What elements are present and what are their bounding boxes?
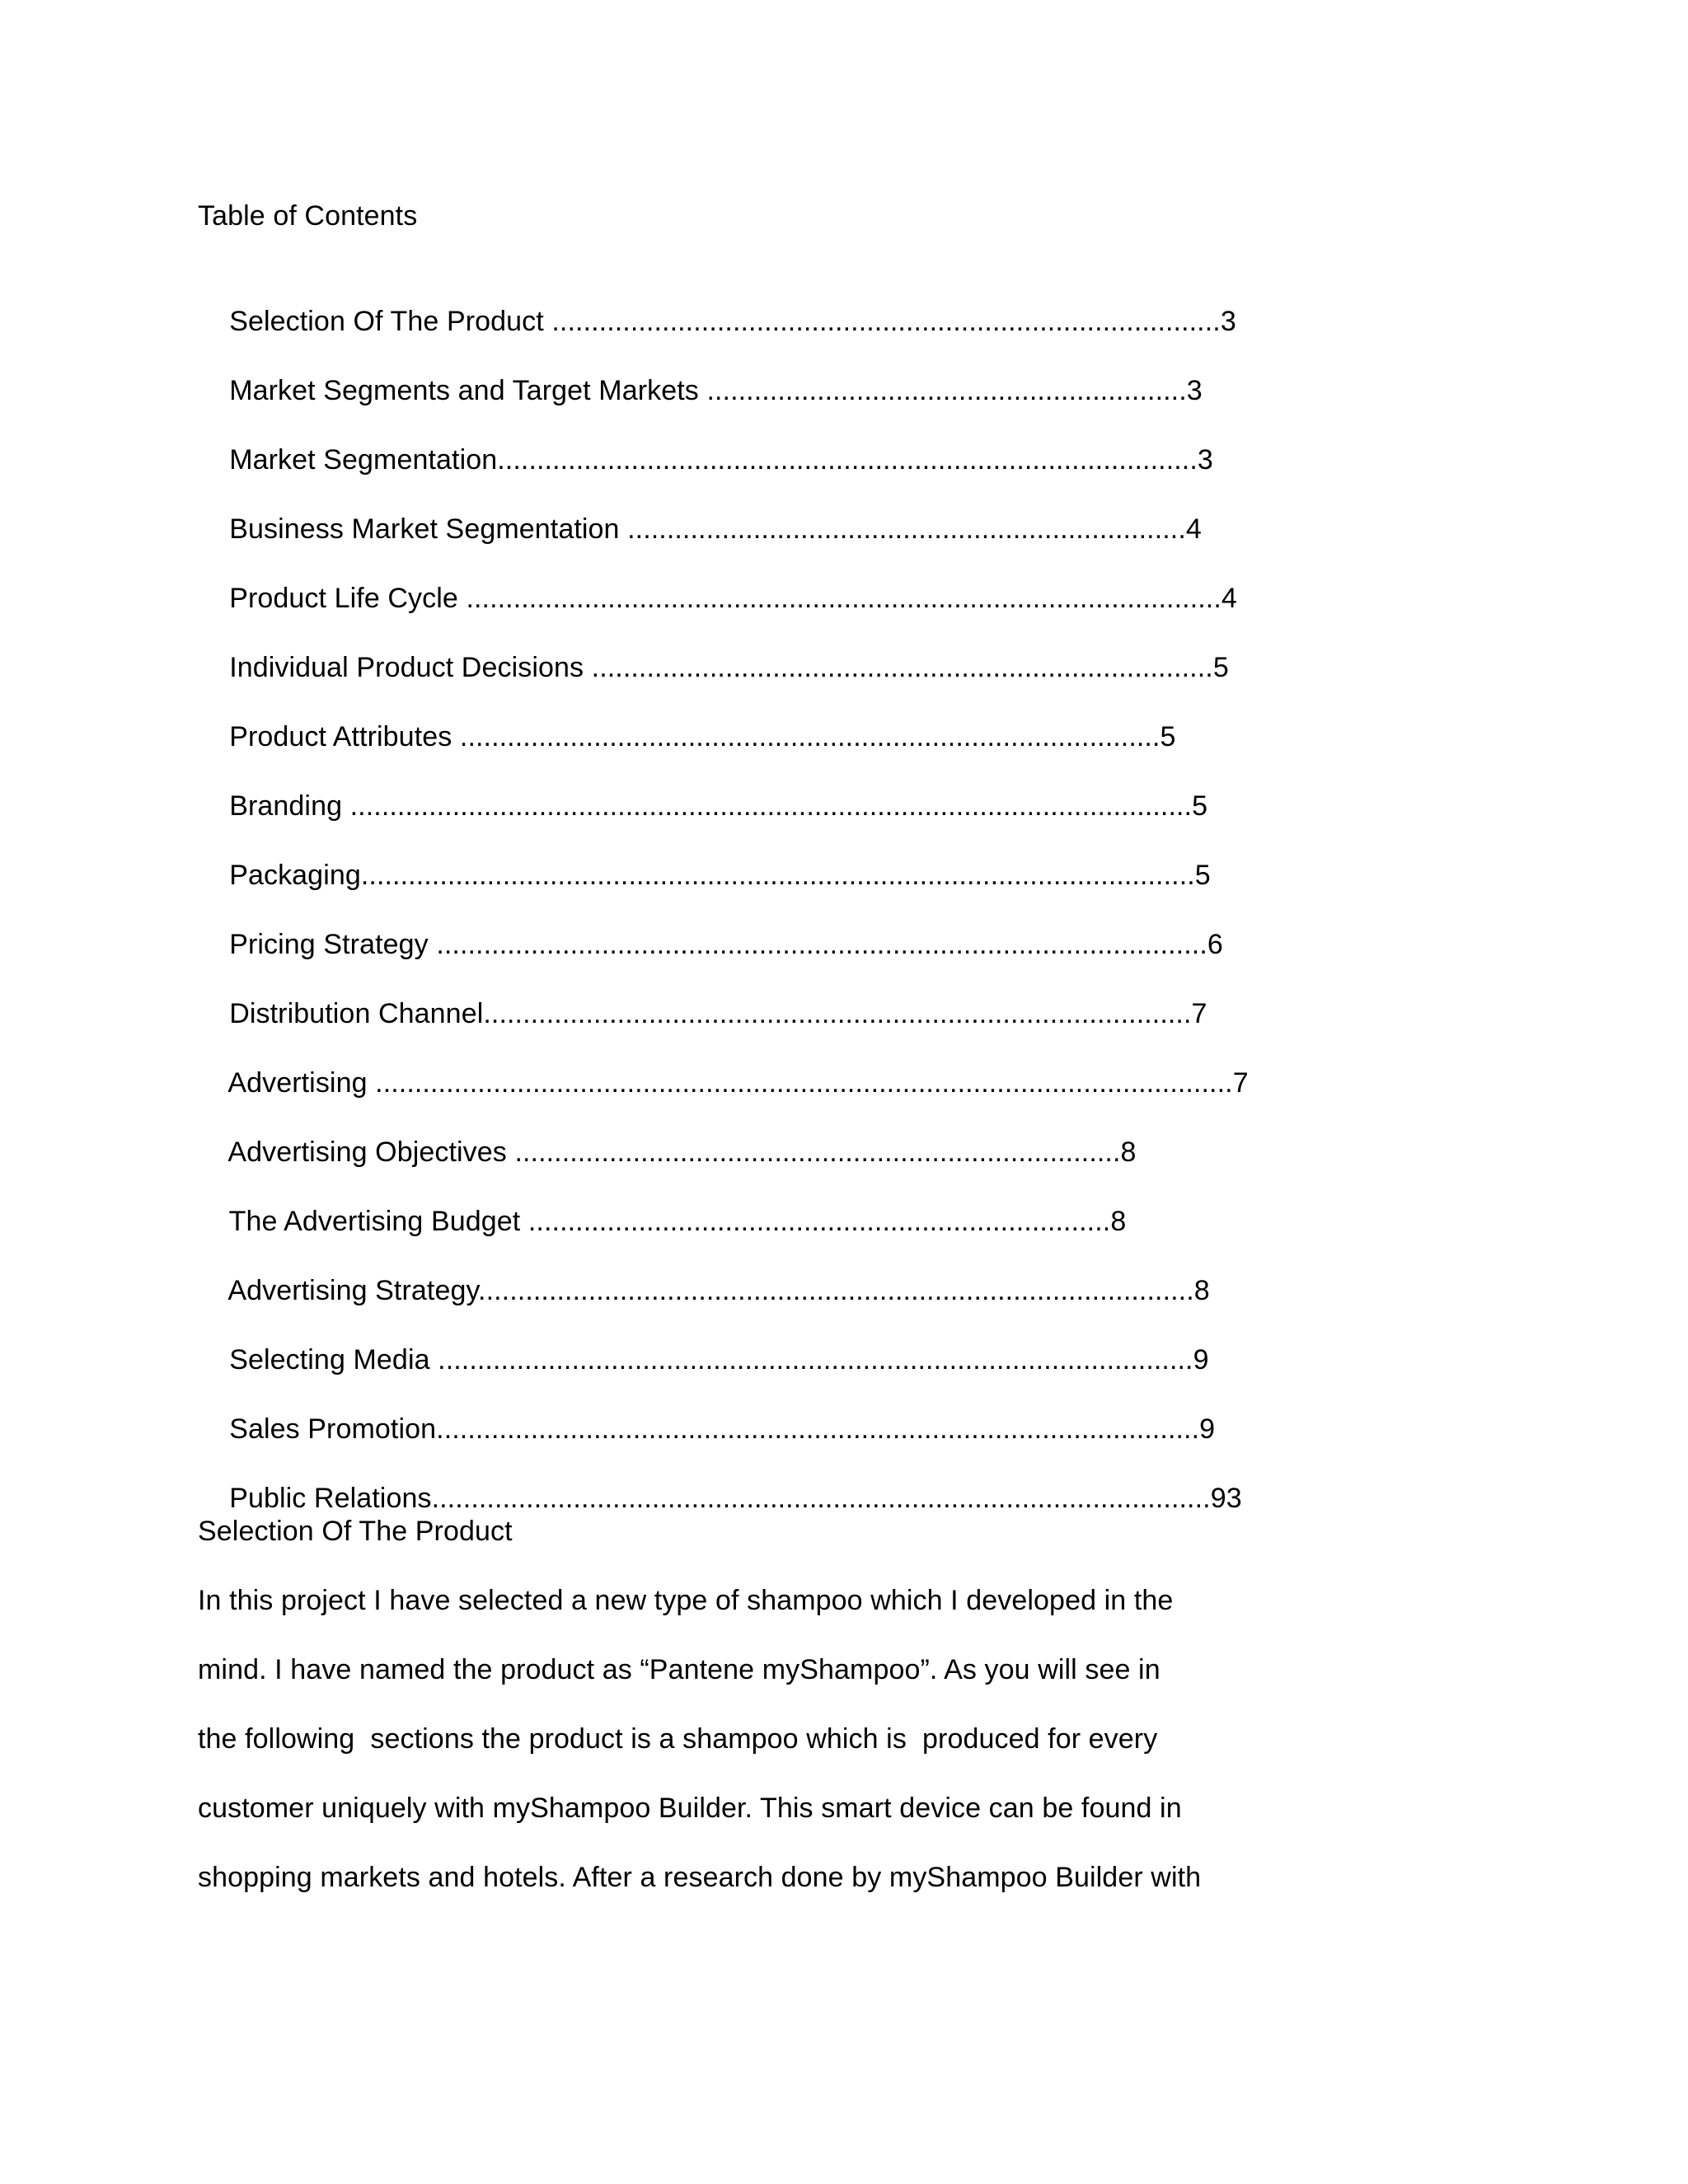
toc-entry-text: Packaging [229, 860, 361, 891]
toc-leader: ........................................................................................... [478, 1275, 1194, 1306]
toc-page-number: 3 [1197, 444, 1213, 476]
toc-leader: ......................................................................................... [459, 721, 1160, 752]
toc-page-number: 7 [1232, 1067, 1249, 1099]
toc-entry-text: Pricing Strategy [229, 929, 437, 960]
toc-page-number: 4 [1185, 513, 1202, 545]
paragraph-line: the following sections the product is a shampoo which is produced for every [198, 1723, 1158, 1755]
toc-page-number: 6 [1207, 929, 1223, 960]
toc-leader: ............................................................................. [514, 1137, 1121, 1168]
toc-entry-text: Selecting Media [229, 1344, 438, 1376]
toc-leader: ............................................................. [706, 375, 1187, 406]
toc-page-number: 9 [1199, 1413, 1216, 1445]
toc-page-number: 93 [1210, 1483, 1242, 1514]
toc-page-number: 7 [1191, 998, 1207, 1029]
toc-entry-text: Advertising Strategy [227, 1275, 479, 1306]
toc-leader: .......................................................................... [528, 1206, 1111, 1237]
toc-page-number: 8 [1120, 1137, 1137, 1168]
toc-page-number: 3 [1186, 375, 1203, 406]
toc-leader: ................................................................................................. [436, 1413, 1200, 1445]
toc-entry-text: Advertising Objectives [227, 1137, 515, 1168]
toc-leader: ................................................................................................... [431, 1483, 1211, 1514]
toc-entry-text: Market Segments and Target Markets [229, 375, 707, 406]
toc-leader: ........................................................................................................... [349, 790, 1193, 822]
toc-leader: .................................................................................................. [436, 929, 1207, 960]
toc-page-number: 3 [1220, 306, 1236, 337]
toc-leader: .......................................................................................................... [360, 860, 1195, 891]
paragraph-line: shopping markets and hotels. After a research done by myShampoo Builder with [198, 1862, 1202, 1893]
toc-entry-text: Branding [229, 790, 350, 822]
toc-entry-text: Product Life Cycle [229, 583, 467, 614]
toc-page-number: 5 [1192, 790, 1208, 822]
toc-page-number: 8 [1193, 1275, 1210, 1306]
toc-entry-text: Business Market Segmentation [229, 513, 628, 545]
toc-entry-text: Public Relations [229, 1483, 432, 1514]
toc-leader: ............................................................................................................. [375, 1067, 1233, 1099]
toc-leader: ..................................................................................... [551, 306, 1221, 337]
paragraph-line: In this project I have selected a new type of shampoo which I developed in the [198, 1585, 1174, 1616]
toc-entry-text: Product Attributes [229, 721, 460, 752]
paragraph-line: mind. I have named the product as “Pantene myShampoo”. As you will see in [198, 1654, 1160, 1685]
toc-leader: ................................................................................................ [438, 1344, 1193, 1376]
paragraph-line: customer uniquely with myShampoo Builder. This smart device can be found in [198, 1793, 1182, 1824]
toc-title: Table of Contents [198, 200, 418, 232]
toc-entry-text: Advertising [227, 1067, 376, 1099]
toc-entry-text: Individual Product Decisions [229, 652, 592, 683]
toc-leader: .......................................................................................... [483, 998, 1192, 1029]
toc-entry-text: Distribution Channel [229, 998, 484, 1029]
toc-entry-text: The Advertising Budget [228, 1206, 528, 1237]
toc-page-number: 4 [1221, 583, 1237, 614]
toc-page-number: 5 [1194, 860, 1211, 891]
toc-entry-text: Sales Promotion [229, 1413, 437, 1445]
toc-page-number: 5 [1160, 721, 1176, 752]
toc-page-number: 5 [1212, 652, 1229, 683]
toc-entry-text: Selection Of The Product [229, 306, 552, 337]
toc-page-number: 9 [1193, 1344, 1209, 1376]
toc-leader: ............................................................................... [591, 652, 1213, 683]
toc-page-number: 8 [1110, 1206, 1127, 1237]
toc-leader: ....................................................................... [627, 513, 1186, 545]
toc-entry-text: Market Segmentation [229, 444, 498, 476]
toc-leader: ................................................................................................ [466, 583, 1221, 614]
section-heading: Selection Of The Product [198, 1516, 513, 1547]
toc-leader: ......................................................................................... [497, 444, 1198, 476]
